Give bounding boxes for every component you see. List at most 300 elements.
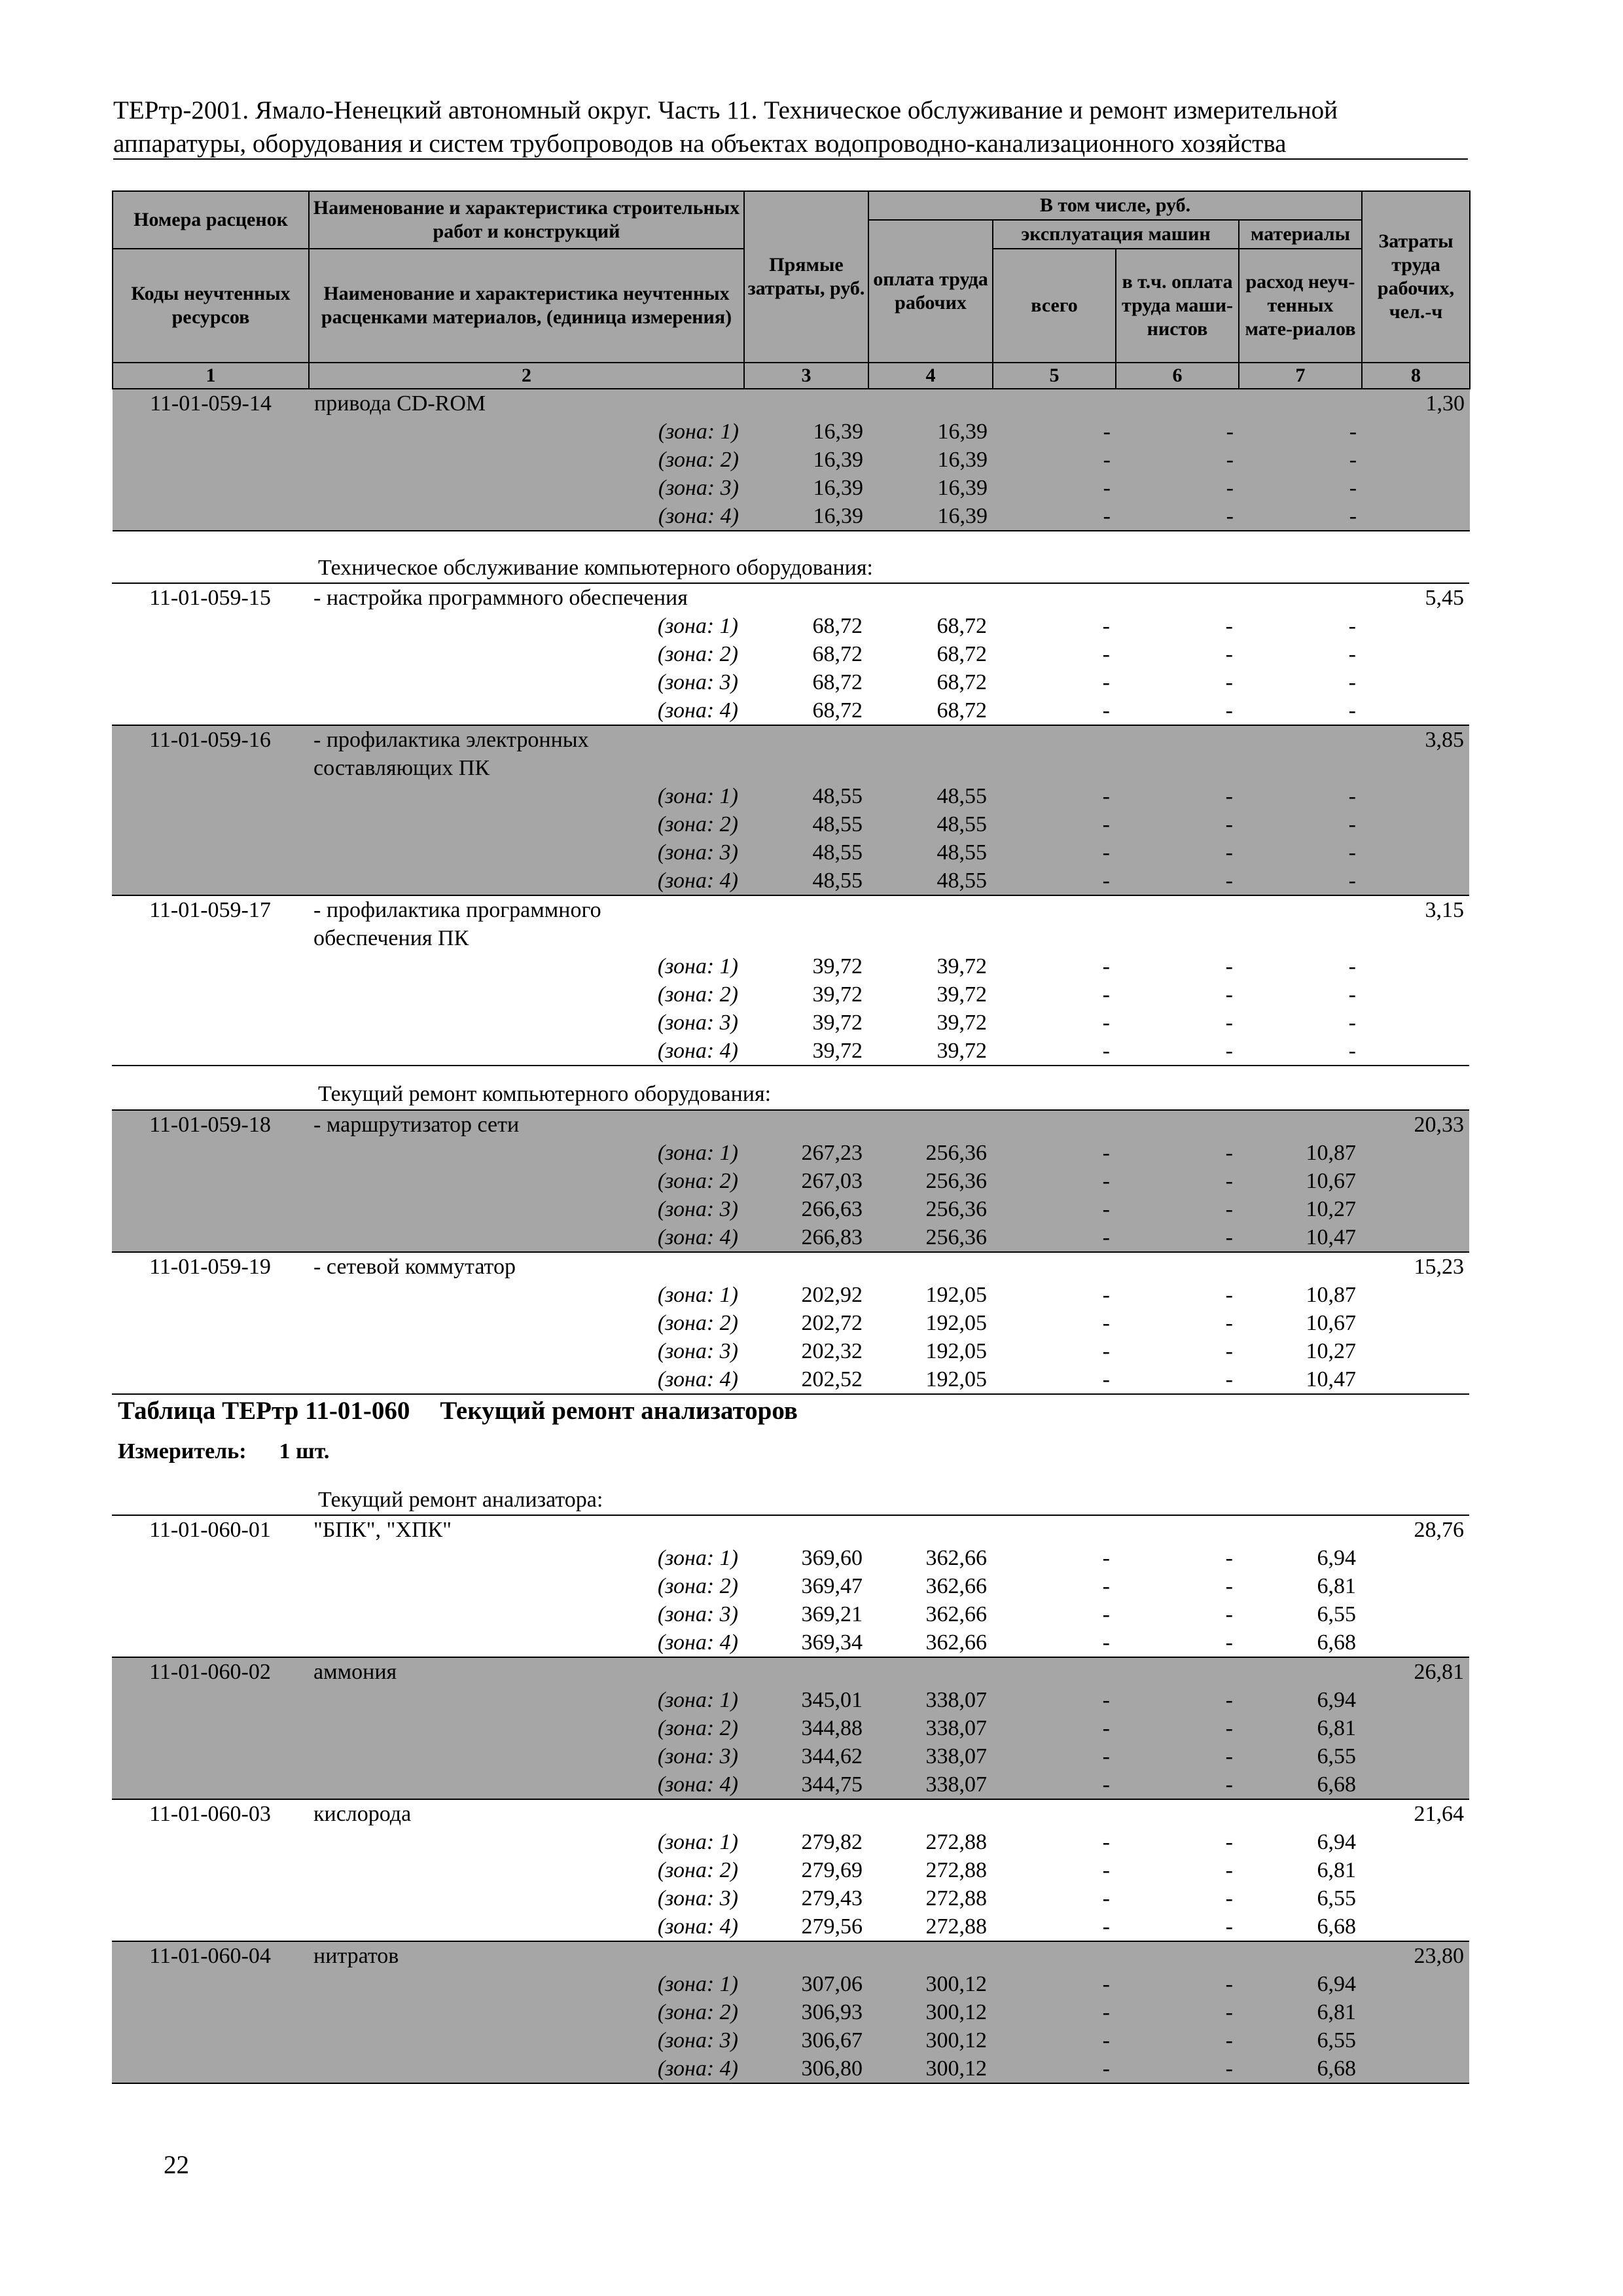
machine-labor-pay: - [1115,1223,1238,1252]
zone-label: (зона: 2) [308,810,743,838]
empty-cell [868,583,992,612]
table-row [112,980,1469,1009]
labor-pay: 256,36 [868,1195,992,1223]
machine-labor-pay: - [1225,642,1233,666]
machine-labor-pay: - [1115,696,1238,725]
zone-label: (зона: 1) [308,1686,743,1714]
machine-cost: - [1102,1311,1110,1335]
machine-cost: - [992,1714,1115,1742]
empty-cell [1361,1828,1469,1856]
empty-cell [112,1195,308,1223]
direct-cost: 68,72 [743,696,868,725]
machine-labor-pay: - [1115,1970,1238,1998]
labor-pay: 300,12 [868,1998,992,2026]
page-header [113,94,1468,160]
table-row [112,583,1469,612]
measure-unit-value: 1 шт. [279,1439,330,1463]
zone-label: (зона: 4) [308,1628,743,1657]
empty-cell [992,1799,1115,1828]
empty-cell [1361,2054,1469,2083]
labor-pay: 256,36 [868,1139,992,1167]
table-row [112,1252,1469,1281]
col2-top-header: Наименование и характеристика строительных работ и конструкций [309,191,744,249]
labor-pay: 68,72 [868,696,992,725]
table-row [112,1998,1469,2026]
empty-cell [112,782,308,810]
machine-cost: - [992,1167,1115,1195]
table-row [112,754,1469,782]
empty-cell [1238,1657,1361,1686]
empty-cell [868,754,992,782]
machine-cost: - [1102,954,1110,978]
materials-cost: 10,27 [1306,1339,1356,1363]
labor-pay: 39,72 [868,1037,992,1066]
rate-code: 11-01-059-19 [112,1252,308,1281]
empty-cell [992,583,1115,612]
table-row [112,2026,1469,2054]
empty-cell [1238,1252,1361,1281]
col1-top-header: Номера расценок [113,191,309,249]
direct-cost: 369,47 [801,1574,863,1598]
section-title: Текущий ремонт анализатора: [318,1488,603,1512]
direct-cost: 202,52 [743,1365,868,1394]
empty-cell [1361,1365,1469,1394]
empty-cell [1361,1281,1469,1309]
materials-cost: 10,87 [1238,1139,1361,1167]
machine-labor-pay: - [1116,446,1239,474]
machine-labor-pay: - [1115,1628,1238,1657]
empty-cell [868,725,992,754]
direct-cost: 16,39 [744,418,868,446]
rate-block [112,1515,1469,1657]
table-row [112,952,1469,980]
table-row [112,1544,1469,1572]
direct-cost: 279,82 [801,1830,863,1854]
machine-labor-pay: - [1115,1686,1238,1714]
zone-label: (зона: 3) [308,1742,743,1770]
col-number: 6 [1116,363,1239,389]
machine-cost: - [1102,670,1110,694]
empty-cell [112,1884,308,1912]
rate-name: кислорода [308,1799,743,1828]
labor-pay: 68,72 [936,670,987,694]
table-row [113,502,1470,531]
zone-label: (зона: 4) [308,2054,743,2083]
empty-cell [1361,952,1469,980]
labor-cost: 3,15 [1361,895,1469,924]
zone-label: (зона: 2) [657,1858,738,1882]
table-row [112,810,1469,838]
table-row [112,1628,1469,1657]
table-row [112,612,1469,640]
empty-cell [112,1742,308,1770]
zone-label: (зона: 3) [308,838,743,867]
table-row [112,1799,1469,1828]
materials-cost: 10,67 [1238,1167,1361,1195]
table-row [112,1572,1469,1600]
rates-table-059 [112,190,1471,531]
col-number: 1 [113,363,309,389]
empty-cell [1116,389,1239,418]
col-number: 5 [993,363,1116,389]
machine-cost: - [992,782,1115,810]
empty-cell [1361,1600,1469,1628]
materials-cost: 6,81 [1238,1998,1361,2026]
rate-block [112,1657,1469,1799]
empty-cell [112,1281,308,1309]
empty-cell [1361,1139,1469,1167]
empty-cell [1361,810,1469,838]
labor-pay: 39,72 [936,982,987,1007]
empty-cell [112,867,308,895]
empty-cell [993,389,1116,418]
empty-cell [112,1856,308,1884]
direct-cost: 307,06 [743,1970,868,1998]
materials-cost: 6,81 [1317,1574,1356,1598]
empty-cell [868,895,992,924]
zone-label: (зона: 2) [308,1714,743,1742]
machine-labor-pay: - [1115,810,1238,838]
materials-cost: 6,94 [1238,1970,1361,1998]
materials-cost: 6,81 [1238,1714,1361,1742]
empty-cell [112,640,308,668]
labor-pay: 300,12 [868,1970,992,1998]
empty-cell [112,1998,308,2026]
machine-cost: - [992,1195,1115,1223]
materials-cost: - [1238,867,1361,895]
empty-cell [992,924,1115,952]
machine-cost: - [1102,614,1110,638]
rate-name: аммония [308,1657,743,1686]
empty-cell [1361,1309,1469,1337]
empty-cell [1361,1195,1469,1223]
direct-cost: 16,39 [744,474,868,502]
materials-cost: 6,94 [1238,1686,1361,1714]
rate-code: 11-01-059-17 [112,895,308,924]
empty-cell [112,1572,308,1600]
materials-cost: - [1348,642,1356,666]
zone-label: (зона: 4) [308,1912,743,1941]
machine-labor-pay: - [1115,867,1238,895]
labor-pay: 338,07 [868,1714,992,1742]
zone-label: (зона: 4) [308,1037,743,1066]
empty-cell [112,1714,308,1742]
direct-cost: 279,43 [801,1886,863,1910]
zone-label: (зона: 3) [657,1339,738,1363]
machine-labor-pay: - [1225,954,1233,978]
empty-cell [1361,1544,1469,1572]
labor-pay: 300,12 [868,2026,992,2054]
machine-cost: - [1102,1830,1110,1854]
machine-cost: - [992,810,1115,838]
empty-cell [743,754,868,782]
labor-pay: 16,39 [868,502,993,531]
direct-cost: 202,92 [801,1283,863,1307]
machine-labor-pay: - [1115,2026,1238,2054]
header-line-1: ТЕРтр-2001. Ямало-Ненецкий автономный округ. Часть 11. Техническое обслуживание и ремонт измерительной [113,96,1338,124]
zone-label: (зона: 4) [308,1770,743,1799]
zone-label: (зона: 2) [657,982,738,1007]
machine-labor-pay: - [1115,1912,1238,1941]
direct-cost: 267,03 [743,1167,868,1195]
labor-pay: 39,72 [936,954,987,978]
machine-cost: - [1102,982,1110,1007]
table-title [118,1396,828,1426]
rate-name: - маршрутизатор сети [308,1110,743,1139]
measure-unit-label: Измеритель: [118,1439,247,1463]
empty-cell [1361,1970,1469,1998]
machine-labor-pay: - [1115,2054,1238,2083]
empty-cell [1238,895,1361,924]
empty-cell [992,1657,1115,1686]
machine-cost: - [993,502,1116,531]
table-row [112,1309,1469,1337]
machine-cost: - [992,867,1115,895]
rate-name: нитратов [308,1941,743,1970]
table-row [113,446,1470,474]
zone-label: (зона: 1) [657,1546,738,1570]
rate-code: 11-01-060-04 [112,1941,308,1970]
empty-cell [1362,474,1470,502]
col5-header: всего [993,249,1116,363]
rate-name: - сетевой коммутатор [308,1252,743,1281]
empty-cell [868,1799,992,1828]
empty-cell [1115,1657,1238,1686]
table-row [112,1281,1469,1309]
machine-labor-pay: - [1225,1574,1233,1598]
zone-label: (зона: 3) [308,1195,743,1223]
materials-cost: 6,94 [1317,1830,1356,1854]
table-title-text: Текущий ремонт анализаторов [440,1397,798,1425]
zone-label: (зона: 1) [309,418,744,446]
empty-cell [743,1515,868,1544]
materials-cost: 10,47 [1238,1365,1361,1394]
rate-code: 11-01-059-14 [113,389,309,418]
machine-cost: - [992,1998,1115,2026]
zone-label: (зона: 1) [308,1139,743,1167]
labor-pay: 256,36 [868,1167,992,1195]
empty-cell [112,1009,308,1037]
col3-header: Прямые затраты, руб. [744,191,868,363]
table-row [112,1912,1469,1941]
empty-cell [1361,2026,1469,2054]
machine-labor-pay: - [1115,1742,1238,1770]
empty-cell [992,1515,1115,1544]
labor-pay: 48,55 [868,867,992,895]
table-row [112,1195,1469,1223]
empty-cell [1361,1742,1469,1770]
machine-labor-pay: - [1116,418,1239,446]
empty-cell [112,1309,308,1337]
rate-block [112,583,1469,725]
machine-labor-pay: - [1225,1283,1233,1307]
empty-cell [743,1799,868,1828]
table-row [113,474,1470,502]
labor-pay: 338,07 [868,1686,992,1714]
rates-table-059-repair [112,1109,1469,1395]
table-row [112,2054,1469,2083]
machine-labor-pay: - [1116,502,1239,531]
empty-cell [113,502,309,531]
materials-cost: 6,68 [1238,1912,1361,1941]
empty-cell [112,1139,308,1167]
table-row [112,895,1469,924]
empty-cell [1361,754,1469,782]
table-row [112,696,1469,725]
machine-labor-pay: - [1225,1011,1233,1035]
zone-label: (зона: 1) [657,954,738,978]
machine-cost: - [993,446,1116,474]
measure-unit [118,1439,329,1464]
table-row [112,1167,1469,1195]
zone-label: (зона: 2) [309,446,744,474]
empty-cell [1115,1110,1238,1139]
machine-cost: - [1102,1546,1110,1570]
zone-label: (зона: 4) [309,502,744,531]
labor-pay: 68,72 [936,614,987,638]
zone-label: (зона: 3) [309,474,744,502]
machine-labor-pay: - [1115,1037,1238,1066]
empty-cell [1362,446,1470,474]
table-row [112,1884,1469,1912]
empty-cell [1115,1799,1238,1828]
rates-table-059-maintenance [112,583,1469,1066]
empty-cell [112,1628,308,1657]
machine-cost: - [992,696,1115,725]
empty-cell [1115,895,1238,924]
materials-cost: - [1238,1037,1361,1066]
machine-labor-pay: - [1225,1311,1233,1335]
empty-cell [868,924,992,952]
table-row [112,640,1469,668]
rate-name: "БПК", "ХПК" [308,1515,743,1544]
empty-cell [1361,924,1469,952]
labor-pay: 272,88 [868,1912,992,1941]
empty-cell [1361,1628,1469,1657]
table-row [112,782,1469,810]
materials-cost: 6,68 [1238,2054,1361,2083]
zone-label: (зона: 3) [657,670,738,694]
zone-label: (зона: 3) [657,1886,738,1910]
materials-cost: 6,55 [1238,2026,1361,2054]
empty-cell [112,696,308,725]
empty-cell [112,1223,308,1252]
rate-block [112,725,1469,895]
direct-cost: 48,55 [743,810,868,838]
labor-cost: 21,64 [1361,1799,1469,1828]
materials-cost: - [1239,502,1362,531]
labor-pay: 362,66 [925,1602,987,1626]
machine-cost: - [1102,1574,1110,1598]
materials-cost: 10,47 [1238,1223,1361,1252]
empty-cell [112,1600,308,1628]
empty-cell [743,924,868,952]
machine-labor-pay: - [1115,1998,1238,2026]
empty-cell [112,1167,308,1195]
machine-cost: - [1102,1283,1110,1307]
machine-cost: - [992,1970,1115,1998]
zone-label: (зона: 4) [308,696,743,725]
machine-cost: - [992,1139,1115,1167]
direct-cost: 279,69 [801,1858,863,1882]
direct-cost: 48,55 [743,782,868,810]
machine-cost: - [992,1770,1115,1799]
empty-cell [1238,754,1361,782]
rate-name: - профилактика электронных [308,725,743,754]
empty-cell [112,1970,308,1998]
machine-cost: - [1102,1858,1110,1882]
rate-name: обеспечения ПК [313,926,469,950]
rate-code: 11-01-059-15 [112,583,308,612]
materials-cost: - [1238,810,1361,838]
empty-cell [112,1037,308,1066]
direct-cost: 344,88 [743,1714,868,1742]
empty-cell [743,725,868,754]
empty-cell [1115,1941,1238,1970]
labor-pay: 362,66 [925,1546,987,1570]
col-number: 3 [744,363,868,389]
empty-cell [1238,1515,1361,1544]
table-row [112,725,1469,754]
empty-cell [112,1365,308,1394]
empty-cell [1361,782,1469,810]
empty-cell [1115,1515,1238,1544]
machine-cost: - [992,1223,1115,1252]
empty-cell [1115,725,1238,754]
col-number: 2 [309,363,744,389]
empty-cell [1361,1912,1469,1941]
rate-block [112,895,1469,1066]
labor-cost: 26,81 [1361,1657,1469,1686]
table-row [112,1770,1469,1799]
direct-cost: 68,72 [812,670,863,694]
machine-cost: - [992,1912,1115,1941]
empty-cell [112,612,308,640]
machine-cost: - [1102,1886,1110,1910]
labor-pay: 192,05 [925,1283,987,1307]
empty-cell [868,389,993,418]
empty-cell [992,1110,1115,1139]
materials-cost: - [1348,1011,1356,1035]
table-row [112,1139,1469,1167]
table-row [112,1223,1469,1252]
zone-label: (зона: 3) [657,1602,738,1626]
materials-cost: 6,68 [1238,1628,1361,1657]
materials-cost: 6,55 [1238,1742,1361,1770]
materials-cost: - [1239,474,1362,502]
rate-block [112,1110,1469,1252]
table-row [112,924,1469,952]
zone-label: (зона: 1) [657,1283,738,1307]
empty-cell [992,1252,1115,1281]
empty-cell [1238,1110,1361,1139]
materials-header: материалы [1239,220,1362,249]
labor-pay: 192,05 [925,1311,987,1335]
labor-cost: 28,76 [1361,1515,1469,1544]
direct-cost: 344,75 [743,1770,868,1799]
machine-cost: - [992,838,1115,867]
empty-cell [112,754,308,782]
table-row [112,1009,1469,1037]
materials-cost: - [1348,982,1356,1007]
machine-cost: - [1102,1339,1110,1363]
empty-cell [743,1657,868,1686]
direct-cost: 306,67 [743,2026,868,2054]
machine-labor-pay: - [1115,1770,1238,1799]
rate-code: 11-01-060-03 [112,1799,308,1828]
rate-name: - профилактика программного [308,895,743,924]
direct-cost: 266,83 [743,1223,868,1252]
